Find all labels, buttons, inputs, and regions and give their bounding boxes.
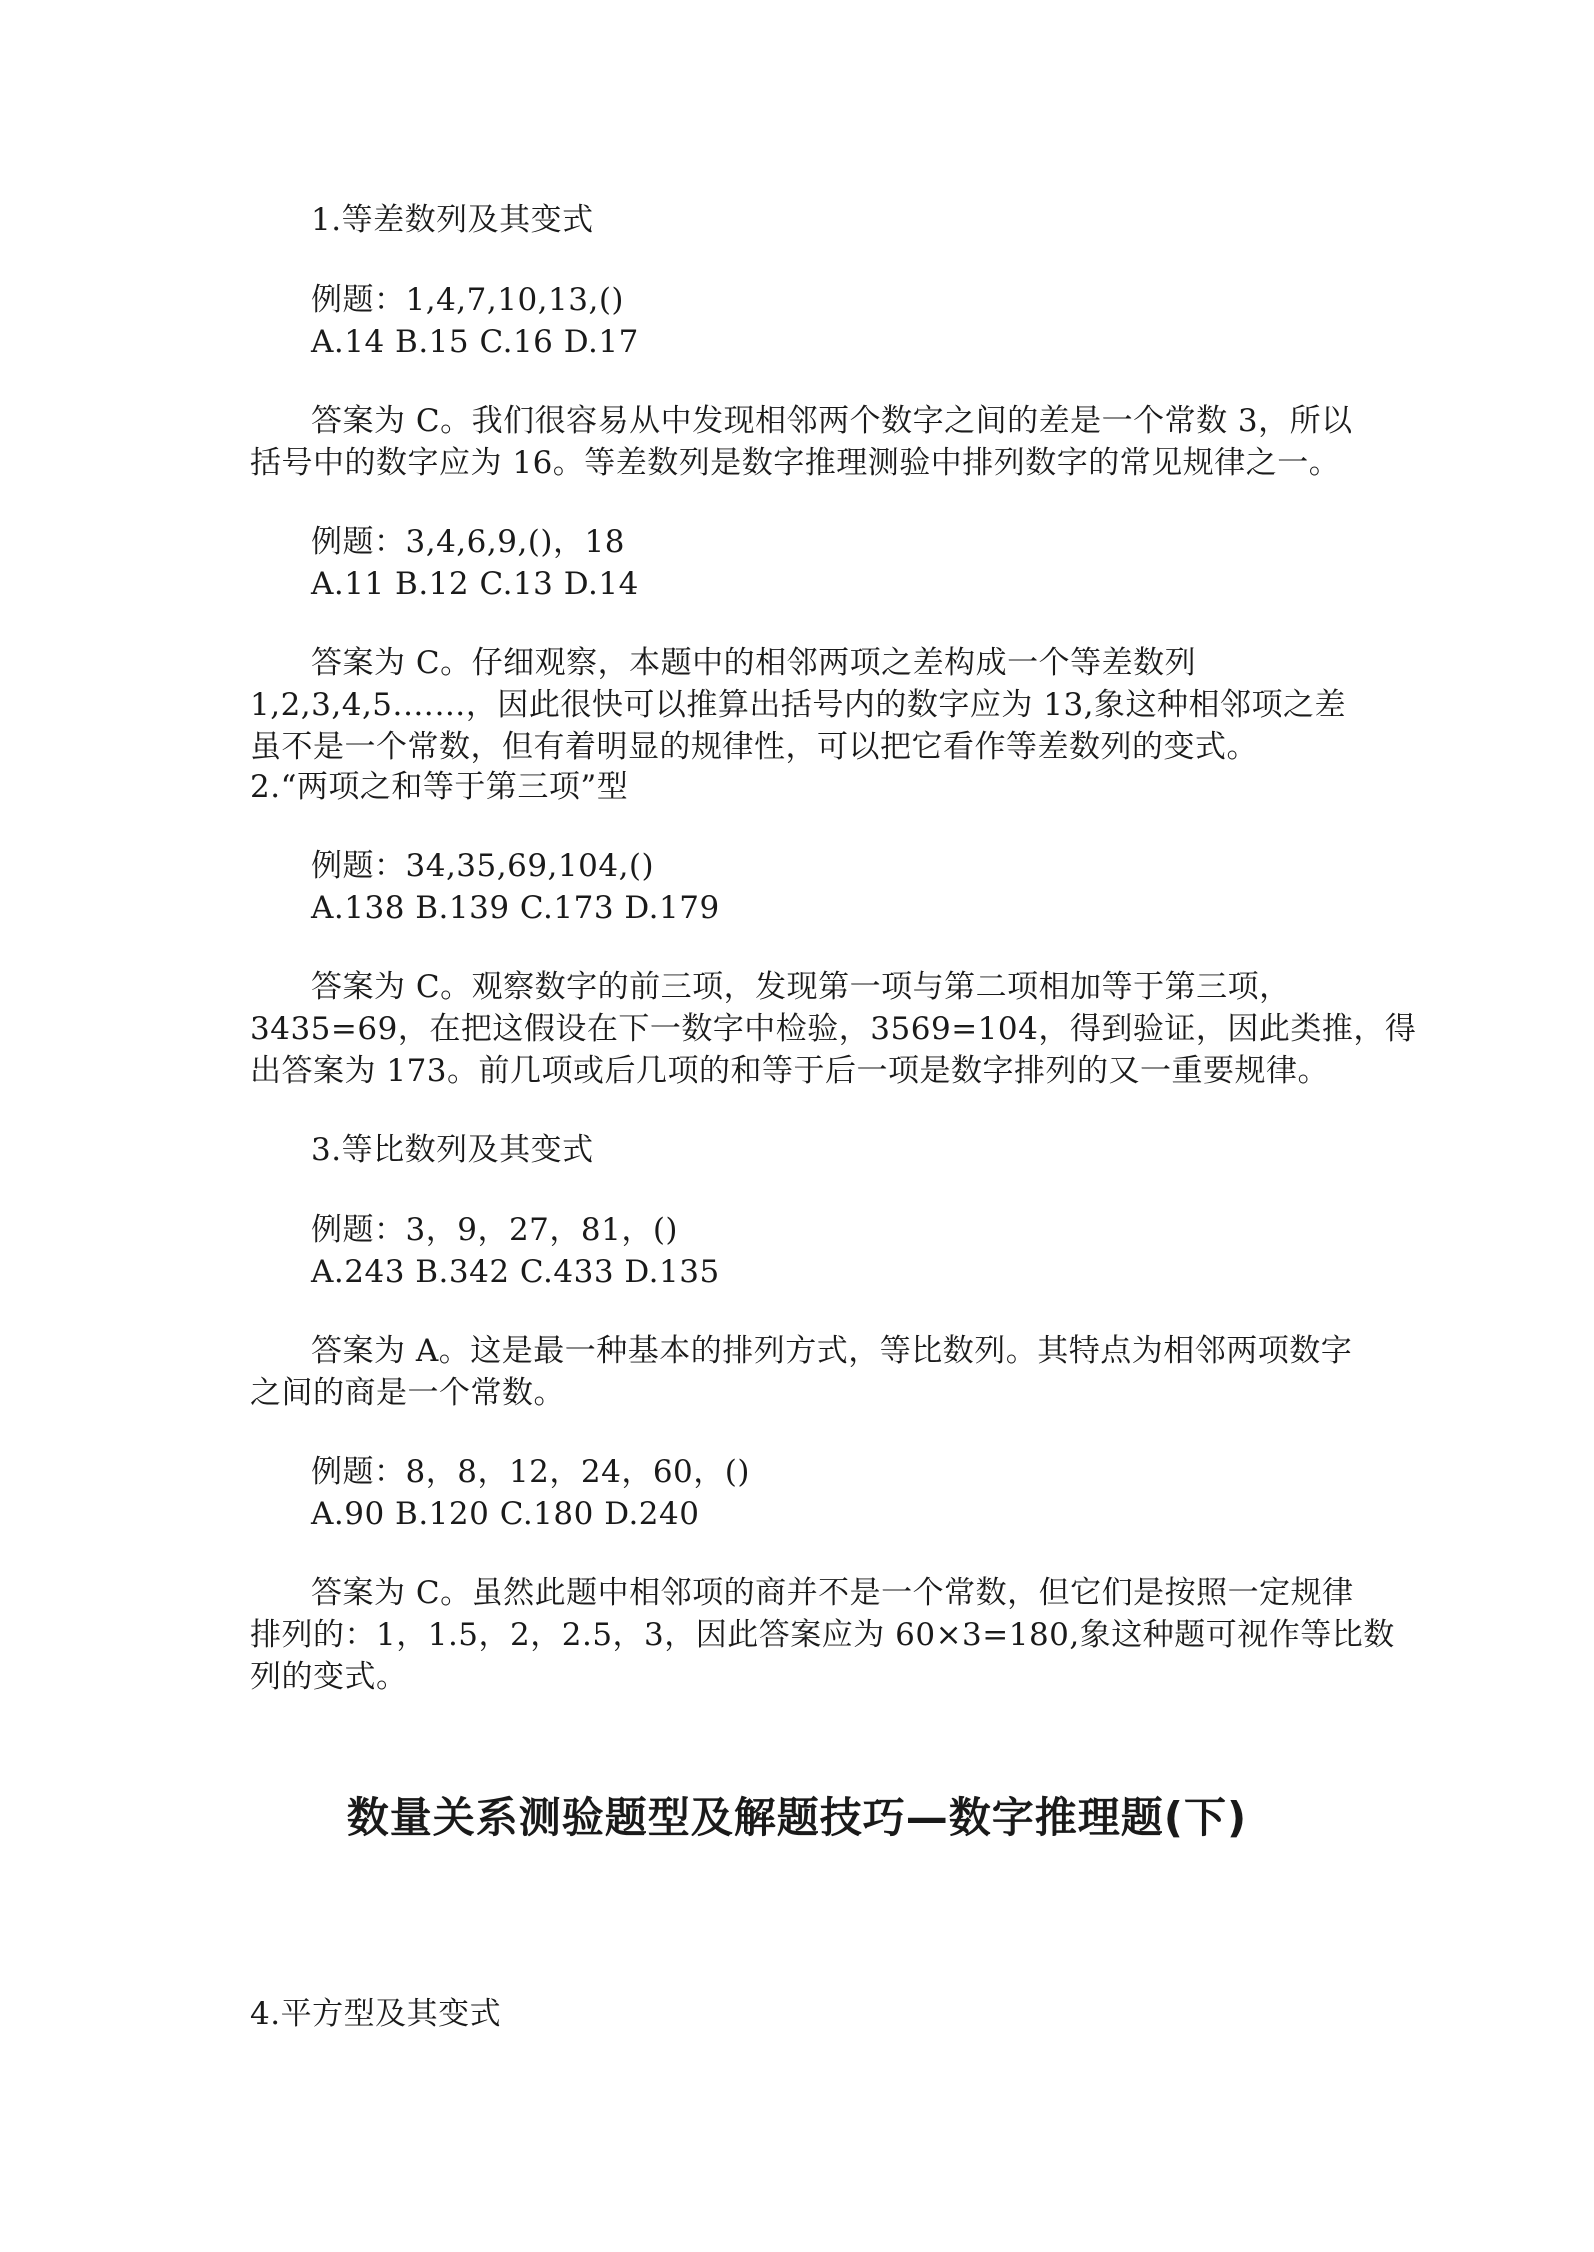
answer-line: 答案为 C。仔细观察，本题中的相邻两项之差构成一个等差数列 [311,645,1197,681]
answer-line: 答案为 C。我们很容易从中发现相邻两个数字之间的差是一个常数 3，所以 [311,403,1353,439]
example-question: 例题：3，9，27，81，() [311,1212,679,1248]
answer-line: 出答案为 173。前几项或后几项的和等于后一项是数字排列的又一重要规律。 [250,1053,1330,1089]
example-options: A.90 B.120 C.180 D.240 [311,1496,700,1532]
answer-line: 1,2,3,4,5.……，因此很快可以推算出括号内的数字应为 13,象这种相邻项之差 [250,687,1347,723]
answer-line: 括号中的数字应为 16。等差数列是数字推理测验中排列数字的常见规律之一。 [250,445,1341,481]
section3-heading: 3.等比数列及其变式 [311,1132,594,1168]
example-options: A.11 B.12 C.13 D.14 [311,566,639,602]
example-options: A.14 B.15 C.16 D.17 [311,324,639,360]
answer-line: 排列的：1，1.5，2，2.5，3，因此答案应为 60×3=180,象这种题可视作等比数 [250,1617,1395,1653]
answer-line: 答案为 A。这是最一种基本的排列方式，等比数列。其特点为相邻两项数字 [311,1333,1353,1369]
example-options: A.138 B.139 C.173 D.179 [311,890,720,926]
example-options: A.243 B.342 C.433 D.135 [311,1254,720,1290]
example-question: 例题：1,4,7,10,13,() [311,282,625,318]
section2-heading: 2.“两项之和等于第三项”型 [250,769,629,805]
answer-line: 虽不是一个常数，但有着明显的规律性，可以把它看作等差数列的变式。 [250,729,1258,765]
part-title: 数量关系测验题型及解题技巧—数字推理题(下) [346,1793,1248,1842]
example-question: 例题：8，8，12，24，60，() [311,1454,750,1490]
example-question: 例题：3,4,6,9,()，18 [311,524,625,560]
answer-line: 之间的商是一个常数。 [250,1375,565,1411]
answer-line: 答案为 C。观察数字的前三项，发现第一项与第二项相加等于第三项， [311,969,1291,1005]
answer-line: 列的变式。 [250,1659,408,1695]
answer-line: 3435=69，在把这假设在下一数字中检验，3569=104，得到验证，因此类推，得 [250,1011,1417,1047]
section4-heading: 4.平方型及其变式 [250,1996,502,2032]
answer-line: 答案为 C。虽然此题中相邻项的商并不是一个常数，但它们是按照一定规律 [311,1575,1354,1611]
example-question: 例题：34,35,69,104,() [311,848,655,884]
section1-heading: 1.等差数列及其变式 [311,202,594,238]
